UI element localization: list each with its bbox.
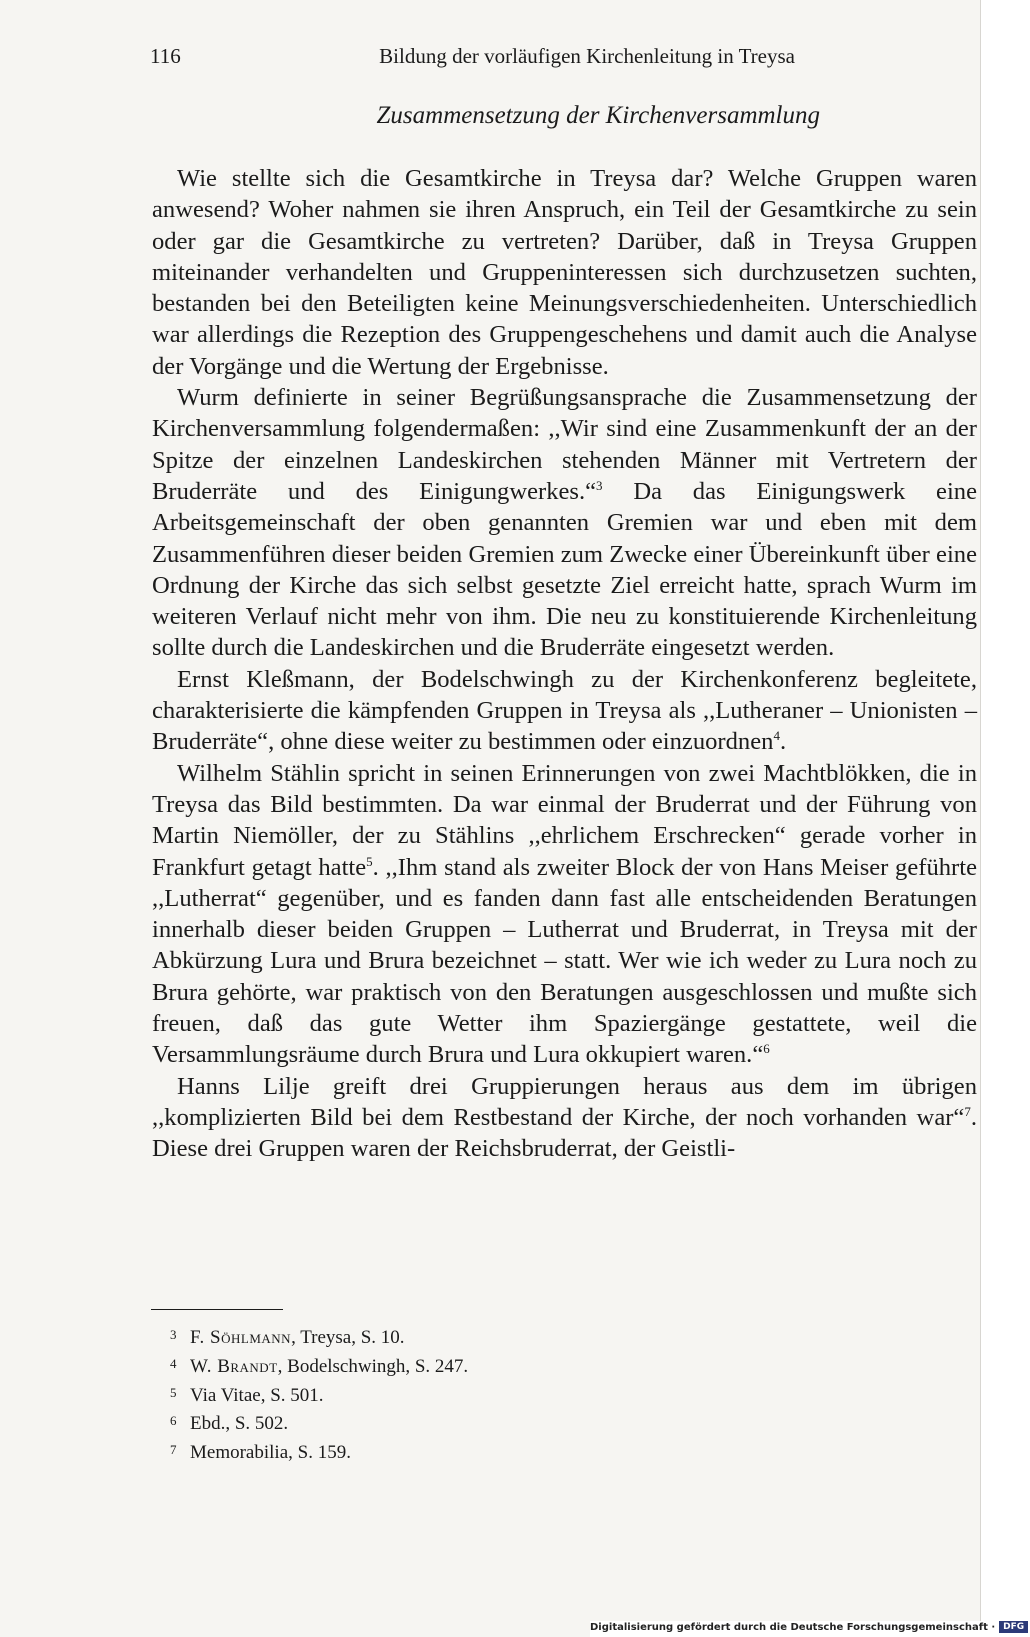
footnotes (170, 1322, 770, 1466)
footnote-number: 4 (170, 1355, 177, 1371)
footnote (170, 1322, 770, 1351)
running-head (150, 44, 795, 74)
footnote-marker: 5 (366, 853, 373, 869)
footnote (170, 1351, 770, 1380)
running-title: Bildung der vorläufigen Kirchenleitung in Treysa (379, 44, 795, 68)
paragraph-text: Da das Einigungswerk eine Arbeitsgemeinschaft der oben genannten Gremien war und eben mit dem Zusammenführen dieser beiden Gremien zum Zwecke einer Übereinkunft über eine Ordnung der Kirche das sich selbst gesetzte Ziel erreicht hatte, sprach Wurm im weiteren Verlauf nicht mehr von ihm. Die neu zu konstituierende Kirchenleitung sollte durch die Landeskirchen und die Bruderräte eingesetzt werden. (152, 477, 977, 662)
footnote-marker: 6 (763, 1041, 770, 1057)
footnote-number: 7 (170, 1442, 177, 1458)
paragraph-text: Wurm definierte in seiner Begrüßungsansprache die Zusammensetzung der Kirchenversammlung folgendermaßen: ,,Wir sind eine Zusammenkunft der an der Spitze der einzelnen Landeskirchen stehenden Männer mit Vertretern der Bruderräte und des Einigungwerkes.“ (152, 384, 977, 505)
footnote-text: , Treysa, S. 10. (291, 1327, 405, 1348)
footnote-text: , Bodelschwingh, S. 247. (277, 1355, 469, 1377)
footnote-marker: 3 (596, 477, 603, 493)
footnote-text: Memorabilia, S. 159. (190, 1442, 351, 1464)
footnote-number: 3 (170, 1327, 177, 1342)
footnote-text: Via Vitae, S. 501. (190, 1384, 324, 1406)
paragraph (152, 1071, 977, 1165)
paragraph (152, 664, 977, 758)
dfg-logo-icon: DFG (999, 1621, 1028, 1633)
section-heading: Zusammensetzung der Kirchenversammlung (376, 102, 820, 129)
paragraph-text: Ernst Kleßmann, der Bodelschwingh zu der Kirchenkonferenz begleitete, charakterisierte die kämpfenden Gruppen in Treysa als ,,Lutheraner – Unionisten – Bruderräte“, ohne diese weiter zu bestimmen oder einzuordnen (152, 665, 977, 756)
body-text (152, 163, 977, 1165)
footnote-marker: 7 (964, 1103, 971, 1119)
paragraph (152, 758, 977, 1071)
footnote-number: 6 (170, 1413, 177, 1429)
digitization-credit (590, 1621, 1025, 1637)
paragraph (152, 382, 977, 664)
paragraph-text: . Diese drei Gruppen waren der Reichsbruderrat, der Geistli- (152, 1103, 977, 1163)
footnote-marker: 4 (773, 728, 780, 744)
footnote-number: 5 (170, 1384, 177, 1400)
paragraph-text: Hanns Lilje greift drei Gruppierungen heraus aus dem im übrigen ,,komplizierten Bild bei dem Restbestand der Kirche, der noch vorhanden war“ (152, 1072, 977, 1131)
footnote (170, 1380, 770, 1409)
footnote-author: W. Brandt (190, 1355, 278, 1377)
footnote-author: F. Söhlmann (190, 1327, 292, 1348)
paragraph-text: . ,,Ihm stand als zweiter Block der von Hans Meiser geführte ,,Lutherrat“ gegenüber, und es fanden dann fast alle entscheidenden Beratungen innerhalb dieser beiden Gruppen – Lutherrat und Bruderrat, in Treysa mit der Abkürzung Lura und Brura bezeichnet – statt. Wer wie ich weder zu Lura noch zu Brura gehörte, war praktisch von den Beratungen ausgeschlossen und mußte sich freuen, daß das gute Wetter ihm Spaziergänge gestattete, weil die Versammlungsräume durch Brura und Lura okkupiert waren.“ (152, 853, 977, 1069)
footnote-text: Ebd., S. 502. (190, 1413, 289, 1435)
paragraph-text: Wilhelm Stählin spricht in seinen Erinnerungen von zwei Machtblökken, die in Treysa das Bild bestimmten. Da war einmal der Bruderrat und der Führung von Martin Niemöller, der zu Stählins ,,ehrlichem Erschrecken“ gerade vorher in Frankfurt getagt hatte (152, 759, 977, 881)
scan-margin (980, 0, 1001, 1637)
credit-text: Digitalisierung gefördert durch die Deutsche Forschungsgemeinschaft · (590, 1621, 996, 1633)
paragraph (152, 163, 977, 382)
footnote (170, 1408, 770, 1437)
footnote-divider (151, 1309, 283, 1310)
paragraph-text: Wie stellte sich die Gesamtkirche in Treysa dar? Welche Gruppen waren anwesend? Woher nahmen sie ihren Anspruch, ein Teil der Gesamtkirche zu sein oder gar die Gesamtkirche zu vertreten? Darüber, daß in Treysa Gruppen miteinander verhandelten und Gruppeninteressen sich durchzusetzen suchten, bestanden bei den Beteiligten keine Meinungsverschiedenheiten. Unterschiedlich war allerdings die Rezeption des Gruppengeschehens und damit auch die Analyse der Vorgänge und die Wertung der Ergebnisse. (152, 165, 977, 380)
paragraph-text: . (779, 728, 787, 756)
page-number: 116 (150, 44, 181, 68)
footnote (170, 1437, 770, 1466)
